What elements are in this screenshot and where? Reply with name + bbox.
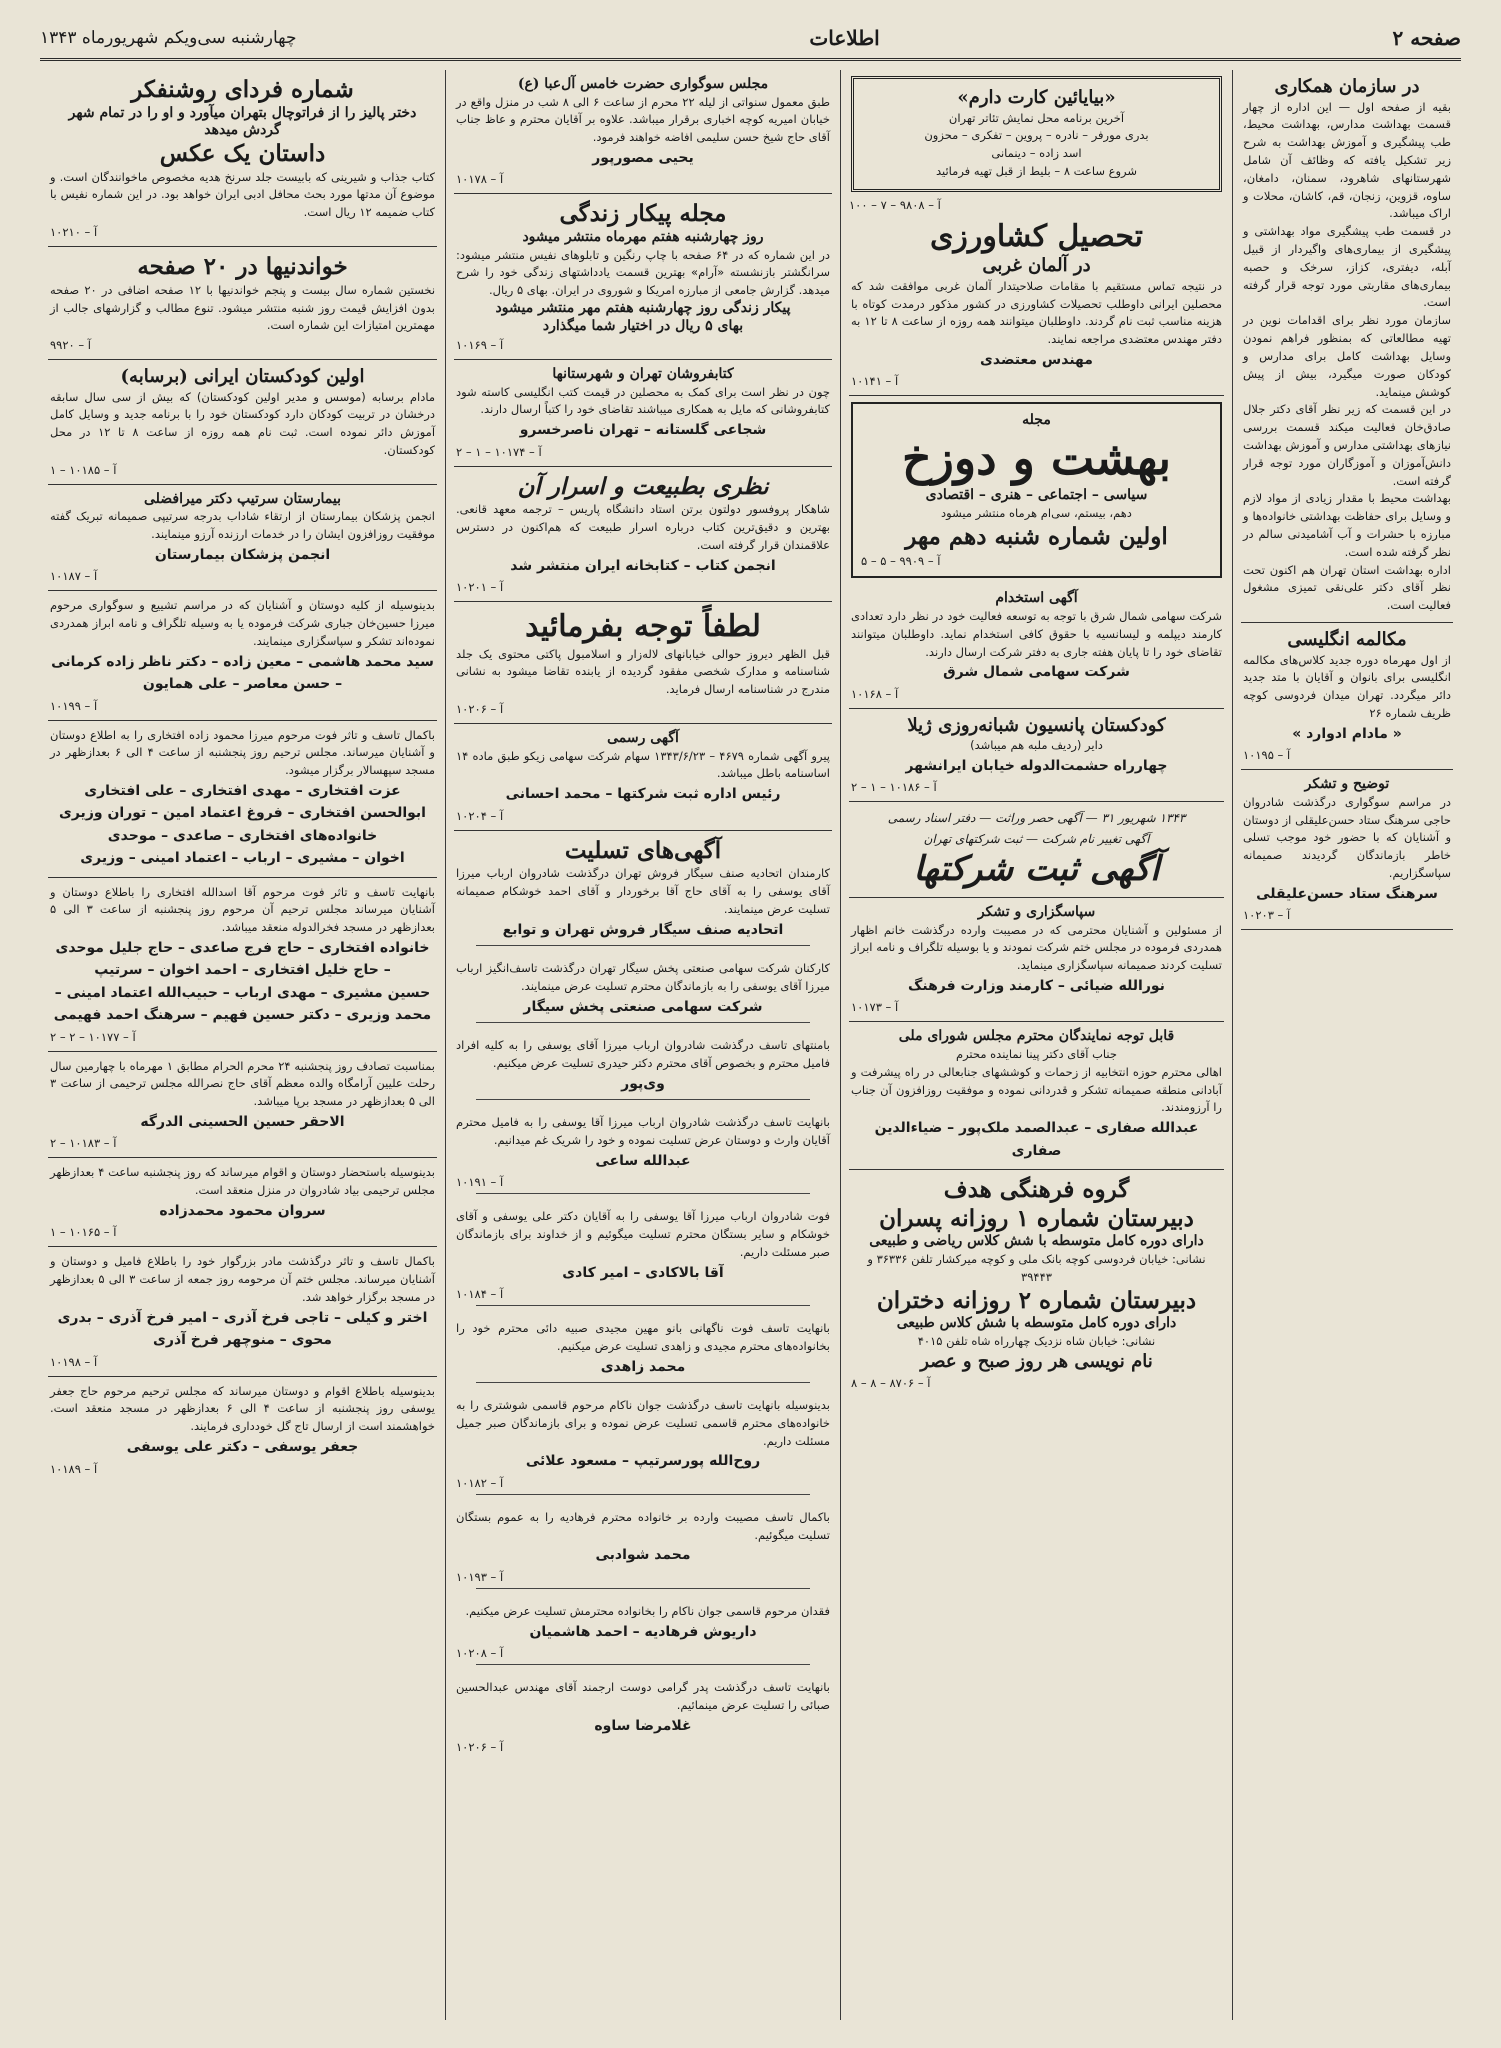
gratitude-name: نورالله ضیائی – کارمند وزارت فرهنگ bbox=[908, 978, 1165, 994]
paper-name: اطلاعات bbox=[809, 26, 880, 50]
memorial-3-names-1: خانواده افتخاری – حاج فرج صاعدی – حاج جلیل موحدی – حاج خلیل افتخاری – احمد اخوان – سرتیپ bbox=[55, 940, 430, 979]
memorial-6-code: آ – ۱۰۱۹۸ bbox=[50, 1354, 98, 1369]
parliament-title: قابل توجه نمایندگان محترم مجلس شورای ملی bbox=[898, 1028, 1175, 1045]
masthead bbox=[40, 18, 1461, 61]
memorial-2-names-1: عزت افتخاری – مهدی افتخاری – علی افتخاری bbox=[84, 783, 401, 800]
coop-title: در سازمان همکاری bbox=[1274, 76, 1420, 97]
barsabeh-code: آ – ۱۰۱۸۵ – ۱ bbox=[50, 462, 117, 477]
paykar-code: آ – ۱۰۱۶۹ bbox=[456, 338, 504, 353]
memorial-3 bbox=[48, 878, 437, 1052]
memorial-5-code: آ – ۱۰۱۶۵ – ۱ bbox=[50, 1225, 117, 1240]
condolence-title: آگهی‌های تسلیت bbox=[564, 836, 722, 864]
condolence-body-7: بدینوسیله بانهایت تاسف درگذشت جوان ناکام مرحوم قاسمی شوشتری را به خانواده‌های محترم قاسمی تسلیت عرض نموده و برای بازماندگان صبر جمیل مسئلت داریم. bbox=[456, 1398, 830, 1448]
memorial-3-names-2: حسین مشیری – مهدی ارباب – حبیب‌الله اعتماد امینی – محمد وزیری – دکتر حسین فهیم – سرهنگ احمد فهیمی bbox=[53, 984, 432, 1024]
school-girls-address: نشانی: خیابان شاه نزدیک چهارراه شاه تلفن ۴۰۱۵ bbox=[917, 1333, 1156, 1348]
condolence-name-4: عبدالله ساعی bbox=[595, 1152, 691, 1169]
condolence-code-7: آ – ۱۰۱۸۲ bbox=[456, 1475, 504, 1490]
official-body: پیرو آگهی شماره ۴۶۷۹ – ۱۳۴۳/۶/۲۳ سهام شرکت سهامی زیکو طبق ماده ۱۴ اساسنامه باطل میباشد. bbox=[456, 748, 831, 781]
readers-body: نخستین شماره سال بیست و پنجم خواندنیها با ۱۲ صفحه اضافی در ۲۰ صفحه بدون افزایش قیمت روز شنبه منتشر میشود. تنوع مطالب و گزارشهای جالب از مهمترین امتیازات این شماره است. bbox=[50, 282, 436, 333]
gratitude-body: از مسئولین و آشنایان محترمی که در مصیبت وارده درگذشت خانم اظهار همدردی فرموده در مجلس ختم شرکت نمودند و یا بوسیله تلگراف و نامه ابراز تسلیت کردند صمیمانه سپاسگزاری مینماید. bbox=[851, 922, 1222, 973]
paykar-body: در این شماره که در ۶۴ صفحه با چاپ رنگین و تابلوهای نفیس منتشر میشود: سرانگشتر بازنشسته «آرام» بهترین قسمت یادداشتهای زندگی خود را شرح میدهد. گزارش جامعی از مبارزه امریکا و شوروی در ایران. بهای ۵ ریال. bbox=[456, 247, 831, 298]
condolence-org-1: اتحادیه صنف سیگار فروش تهران و توابع bbox=[502, 921, 784, 938]
theater-line-2: بدری مورفر – نادره – پروین – تفکری – محزون bbox=[924, 128, 1149, 143]
condolence-body-3: بامنتهای تاسف درگذشت شادروان ارباب میرزا آقای یوسفی را به کلیه افراد فامیل محترم و بخصوص آقای محترم دکتر حیدری تسلیت عرض میکنیم. bbox=[456, 1038, 830, 1070]
coop-body-1: بقیه از صفحه اول — این اداره از چهار قسمت بهداشت مدارس، بهداشت محیط، طب پیشگیری و آموزش بهداشت به شرح زیر تشکیل یافته که وظائف آن شامل شهرستانهای شاهرود، سمنان، دامغان، ساوه، قزوین، زنجان، قم، کاشان، محلات و اراک میباشد. bbox=[1243, 99, 1451, 221]
parliament-body: اهالی محترم حوزه انتخابیه از زحمات و کوششهای جنابعالی در راه پیشرفت و آبادانی منطقه صمیمانه تشکر و قدردانی نموده و موفقیت روزافزون آن جناب را آرزومندند. bbox=[851, 1064, 1222, 1115]
coop-body-6: اداره بهداشت استان تهران هم اکنون تحت نظر آقای دکتر علی‌نقی تمیزی مشغول فعالیت است. bbox=[1243, 562, 1451, 613]
theater-line-1: آخرین برنامه محل نمایش تئاتر تهران bbox=[948, 110, 1125, 125]
condolence-name-8: محمد شوادبی bbox=[595, 1547, 691, 1564]
english-ad bbox=[1241, 623, 1453, 770]
script-line-1: ۱۳۴۳ شهریور ۳۱ — آگهی حصر وراثت — دفتر اسناد رسمی bbox=[887, 811, 1186, 826]
memorial-3-code: آ – ۱۰۱۷۷ – ۲ – ۲ bbox=[50, 1029, 136, 1044]
gratitude-title: سپاسگزاری و تشکر bbox=[977, 904, 1096, 921]
hospital-code: آ – ۱۰۱۸۷ bbox=[50, 569, 98, 584]
school-girls-sub: دارای دوره کامل متوسطه با شش کلاس طبیعی bbox=[896, 1315, 1177, 1332]
memorial-4-body: بمناسبت تصادف روز پنجشنبه ۲۴ محرم الحرام مطابق ۱ مهرماه با چهارمین سال رحلت علیین آرامگاه والده معظم آقای حاج نصرالله مجلس ترحیمی از ساعت ۳ الی ۵ بعدازظهر در مسجد برپا میباشد. bbox=[50, 1058, 435, 1109]
memorial-6 bbox=[48, 1247, 437, 1376]
books-name: شجاعی گلستانه – تهران ناصرخسرو bbox=[519, 422, 767, 439]
memorial-5-body: بدینوسیله باستحضار دوستان و اقوام میرساند که روز پنجشنبه ساعت ۴ بعدازظهر مجلس ترحیمی بیاد شادروان در منزل منعقد است. bbox=[50, 1165, 435, 1198]
school-registration: نام نویسی هر روز صبح و عصر bbox=[920, 1350, 1153, 1372]
magazine-line-2: دهم، بیستم، سی‌ام هرماه منتشر میشود bbox=[941, 505, 1132, 520]
nature-code: آ – ۱۰۲۰۱ bbox=[456, 580, 504, 595]
theater-title: «بیایائین کارت دارم» bbox=[957, 87, 1116, 108]
condolence-section bbox=[454, 831, 832, 1762]
hire-body: شرکت سهامی شمال شرق با توجه به توسعه فعالیت خود در نظر دارد تعدادی کارمند دیپلمه و لیسانسیه با حقوق کافی استخدام نماید. داوطلبان میتوانند تقاضای خود را تا پایان هفته جاری به دفتر شرکت ارسال دارند. bbox=[851, 608, 1222, 659]
memorial-4 bbox=[48, 1052, 437, 1159]
magazine-code: آ – ۹۹۰۹ – ۵ – ۵ bbox=[861, 554, 941, 569]
divider bbox=[476, 1494, 810, 1505]
kinder-zhila-code: آ – ۱۰۱۸۶ – ۱ – ۲ bbox=[851, 780, 937, 795]
readers-title: خواندنیها در ۲۰ صفحه bbox=[137, 252, 348, 280]
thanks-title: توضیح و تشکر bbox=[1304, 776, 1390, 793]
hire-title: آگهی استخدام bbox=[995, 590, 1078, 607]
paykar-title: مجله پیکار زندگی bbox=[559, 200, 727, 228]
memorial-5-name: سروان محمود محمدزاده bbox=[159, 1203, 326, 1220]
condolence-body-1: کارمندان اتحادیه صنف سیگار فروش تهران درگذشت شادروان ارباب میرزا آقای یوسفی را به آقای حاج آقا برخوردار و آقای احمد خوشکام صمیمانه تسلیت عرض مینمایند. bbox=[456, 866, 830, 916]
roshanfekr-sub: دختر پالیز را از فراتوچال بتهران میآورد و او را در تمام شهر گردش میدهد bbox=[68, 104, 417, 139]
books-ad bbox=[454, 360, 832, 467]
kinder-zhila-ad bbox=[849, 709, 1224, 803]
page-number: صفحه ۲ bbox=[1392, 26, 1461, 50]
divider bbox=[476, 945, 810, 956]
agri-subtitle: در آلمان غربی bbox=[982, 255, 1091, 277]
english-name: « مادام ادوارد » bbox=[1292, 725, 1402, 742]
theater-line-4: شروع ساعت ۸ – بلیط از قبل تهیه فرمائید bbox=[935, 163, 1138, 178]
official-code: آ – ۱۰۲۰۴ bbox=[456, 808, 504, 823]
memorial-2 bbox=[48, 721, 437, 878]
hire-ad bbox=[849, 584, 1224, 708]
hire-sign: شرکت سهامی شمال شرق bbox=[943, 664, 1130, 681]
paykar-ad bbox=[454, 194, 832, 360]
condolence-body-9: فقدان مرحوم قاسمی جوان ناکام را بخانواده محترمش تسلیت عرض میکنیم. bbox=[465, 1603, 830, 1618]
books-body: چون در نظر است برای کمک به محصلین در قیمت کتب انگلیسی کاسته شود کتابفروشانی که مایل به همکاری میباشند تقاضای خود را کتباً ارسال دارند. bbox=[456, 384, 830, 417]
agri-title: تحصیل کشاورزی bbox=[929, 218, 1144, 254]
roshanfekr-code: آ – ۱۰۲۱۰ bbox=[50, 224, 98, 239]
nature-publisher: انجمن کتاب – کتابخانه ایران منتشر شد bbox=[510, 557, 776, 574]
memorial-4-code: آ – ۱۰۱۸۳ – ۲ bbox=[50, 1136, 117, 1151]
magazine-ad bbox=[851, 402, 1222, 578]
barsabeh-body: مادام برسابه (موسس و مدیر اولین کودکستان) که بیش از سی سال سابقه درخشان در تربیت کودکان دارد کودکستان خود را با برنامه جدید و وسایل کامل آموزش دائر نموده است. ثبت نام همه روزه از ساعت ۸ تا ۱۲ در محل کودکستان. bbox=[50, 389, 436, 458]
kinder-zhila-line-1: دایر (ردیف ملبه هم میباشد) bbox=[970, 738, 1103, 753]
thanks-ad bbox=[1241, 770, 1453, 930]
agri-ad bbox=[849, 212, 1224, 397]
parliament-subtitle: جناب آقای دکتر پینا نماینده محترم bbox=[955, 1046, 1118, 1061]
school-boys: دبیرستان شماره ۱ روزانه پسران bbox=[879, 1204, 1194, 1232]
magazine-title: بهشت و دوزخ bbox=[901, 430, 1172, 485]
hospital-ad bbox=[48, 485, 437, 592]
attention-title: لطفاً توجه بفرمائید bbox=[525, 609, 761, 645]
official-ad bbox=[454, 724, 832, 831]
memorial-6-names: اختر و کیلی – تاجی فرخ آذری – امیر فرخ آذری – بدری محوی – منوچهر فرخ آذری bbox=[57, 1309, 428, 1349]
column-3 bbox=[445, 70, 840, 2020]
parliament-names: عبدالله صفاری – عبدالصمد ملک‌پور – ضیاءالدین صفاری bbox=[874, 1120, 1199, 1159]
readers-code: آ – ۹۹۲۰ bbox=[50, 338, 91, 353]
roshanfekr-title: شماره فردای روشنفکر bbox=[131, 76, 354, 103]
divider bbox=[476, 1588, 810, 1599]
memorial-1-code: آ – ۱۰۱۹۹ bbox=[50, 698, 98, 713]
condolence-name-3: وی‌پور bbox=[621, 1075, 665, 1092]
hospital-body: انجمن پزشکان بیمارستان از ارتقاء شاداب بدرجه سرتیپی صمیمانه تبریک گفته موفقیت روزافزون ایشان را در خدمات ارزنده آرزو مینمایند. bbox=[50, 509, 435, 542]
column-1 bbox=[1232, 70, 1461, 2020]
hire-code: آ – ۱۰۱۶۸ bbox=[851, 686, 899, 701]
school-boys-sub: دارای دوره کامل متوسطه با شش کلاس ریاضی و طبیعی bbox=[869, 1233, 1204, 1250]
divider bbox=[476, 1193, 810, 1204]
kinder-zhila-line-2: چهارراه حشمت‌الدوله خیابان ایرانشهر bbox=[905, 758, 1168, 775]
condolence-body-2: کارکنان شرکت سهامی صنعتی پخش سیگار تهران درگذشت تاسف‌انگیز ارباب میرزا آقای یوسفی را به بازماندگان محترم تسلیت عرض مینمایند. bbox=[456, 961, 830, 993]
nature-body: شاهکار پروفسور دولتون برتن استاد دانشگاه پاریس – ترجمه معهد قانعی. بهترین و دقیق‌ترین کتاب درباره اسرار طبیعت که هم‌اکنون در دسترس علاقمندان قرار گرفته است. bbox=[456, 502, 830, 552]
agri-body: در نتیجه تماس مستقیم با مقامات صلاحیتدار آلمان غربی موافقت شد که محصلین ایرانی داوطلب تحصیلات کشاورزی در کشور مذکور درمدت کوتاه با هزینه مناسب ثبت نام گردند. داوطلبان میتوانند همه روزه از ساعت ۸ تا ۱۲ به دفتر مهندس معتضدی مراجعه نمایند. bbox=[851, 278, 1222, 347]
books-title: کتابفروشان تهران و شهرستانها bbox=[552, 366, 734, 383]
condolence-code-4: آ – ۱۰۱۹۱ bbox=[456, 1175, 504, 1190]
barsabeh-ad bbox=[48, 360, 437, 485]
memorial-7 bbox=[48, 1377, 437, 1483]
condolence-name-10: غلامرضا ساوه bbox=[594, 1717, 692, 1734]
condolence-body-8: باکمال تاسف مصیبت وارده بر خانواده محترم فرهادیه را به عموم بستگان تسلیت میگوئیم. bbox=[456, 1509, 830, 1542]
issue-date: چهارشنبه سی‌ویکم شهریورماه ۱۳۴۳ bbox=[40, 28, 297, 48]
memorial-2-names-2: ابوالحسن افتخاری – فروغ اعتماد امین – توران وزیری bbox=[59, 805, 426, 822]
script-title: آگهی ثبت شرکتها bbox=[913, 849, 1160, 890]
memorial-1-body: بدینوسیله از کلیه دوستان و آشنایان که در مراسم تشییع و سوگواری مرحوم میرزا حسین‌خان جباری شرکت فرموده یا به وسیله تلگراف و نامه ابراز همدردی نموده‌اند تشکر و سپاسگزاری مینمایند. bbox=[50, 598, 435, 649]
memorial-1-names: سید محمد هاشمی – معین زاده – دکتر ناظر زاده کرمانی – حسن معاصر – علی همایون bbox=[51, 653, 434, 693]
condolence-code-8: آ – ۱۰۱۹۳ bbox=[456, 1569, 504, 1584]
school-group: گروه فرهنگی هدف bbox=[943, 1175, 1130, 1203]
agri-code: آ – ۱۰۱۴۱ bbox=[851, 374, 899, 389]
divider bbox=[476, 1664, 810, 1675]
attention-ad bbox=[454, 602, 832, 724]
memorial-7-names: جعفر یوسفی – دکتر علی یوسفی bbox=[126, 1439, 359, 1456]
memorial-3-body: بانهایت تاسف و تاثر فوت مرحوم آقا اسدالله افتخاری را باطلاع دوستان و آشنایان میرساند مجلس ترحیم آن مرحوم روز پنجشنبه از ساعت ۳ الی ۵ بعدازظهر در مسجد فخرالدوله منعقد میباشد. bbox=[50, 884, 435, 935]
condolence-body-6: بانهایت تاسف فوت ناگهانی بانو مهین مجیدی صبیه دائی محترم خود را بخانواده‌های محترم مجیدی و زاهدی تسلیت عرض میکنیم. bbox=[456, 1321, 830, 1353]
condolence-body-4: بانهایت تاسف درگذشت شادروان ارباب میرزا آقا یوسفی را به فامیل محترم آقایان وارث و دوستان عرض تسلیت نموده و خود را شریک غم میدانیم. bbox=[456, 1115, 830, 1147]
readers-ad bbox=[48, 247, 437, 360]
memorial-2-names-4: اخوان – مشیری – ارباب – اعتماد امینی – وزیری bbox=[80, 850, 405, 867]
column-2 bbox=[840, 70, 1232, 2020]
school-ad bbox=[849, 1170, 1224, 1397]
condolence-body-10: بانهایت تاسف درگذشت پدر گرامی دوست ارجمند آقای مهندس عبدالحسین صبائی را تسلیت عرض مینمائیم. bbox=[456, 1680, 830, 1712]
condolence-body-5: فوت شادروان ارباب میرزا آقا یوسفی را به آقایان دکتر علی یوسفی و آقای خوشکام و سایر بستگان محترم تسلیت میگوئیم و از خداوند برای بازماندگان صبر مسئلت داریم. bbox=[456, 1209, 830, 1259]
coop-body-4: در این قسمت که زیر نظر آقای دکتر جلال صادق‌خان فعالیت میکند قسمت بررسی نیازهای بهداشتی مدارس و آموزش بهداشت دانش‌آموزان و آموزگاران مورد توجه قرار گرفته است. bbox=[1243, 402, 1451, 488]
condolence-org-2: شرکت سهامی صنعتی پخش سیگار bbox=[523, 998, 763, 1015]
english-title: مکالمه انگلیسی bbox=[1287, 629, 1407, 651]
condolence-name-7: روح‌الله پورسرتیپ – مسعود علائی bbox=[525, 1453, 761, 1470]
books-code: آ – ۱۰۱۷۴ – ۱ – ۲ bbox=[456, 444, 542, 459]
mourning-code: آ – ۱۰۱۷۸ bbox=[456, 172, 504, 187]
memorial-1 bbox=[48, 591, 437, 720]
coop-article bbox=[1241, 70, 1453, 623]
script-line-2: آگهی تغییر نام شرکت — ثبت شرکتهای تهران bbox=[923, 831, 1150, 846]
script-notice bbox=[849, 802, 1224, 898]
nature-book-ad bbox=[454, 467, 832, 603]
paykar-sub-2: پیکار زندگی روز چهارشنبه هفتم مهر منتشر میشود bbox=[495, 300, 791, 317]
divider bbox=[476, 1022, 810, 1033]
school-girls: دبیرستان شماره ۲ روزانه دختران bbox=[876, 1286, 1197, 1314]
english-body: از اول مهرماه دوره جدید کلاس‌های مکالمه انگلیسی برای بانوان و آقایان با متد جدید دائر میگردد. تهران میدان فردوسی کوچه ظریف شماره ۲۶ bbox=[1243, 652, 1451, 720]
hospital-sign: انجمن پزشکان بیمارستان bbox=[154, 547, 331, 563]
hospital-title: بیمارستان سرتیپ دکتر میرافضلی bbox=[143, 490, 341, 507]
thanks-body: در مراسم سوگواری درگذشت شادروان حاجی سرهنگ ستاد حسن‌علیقلی از دوستان و آشنایان که با حضور خود موجب تسلی خاطر بازماندگان گردیدند صمیمانه سپاسگزاریم. bbox=[1243, 794, 1451, 880]
memorial-7-code: آ – ۱۰۱۸۹ bbox=[50, 1461, 98, 1476]
barsabeh-title: اولین کودکستان ایرانی (برسابه) bbox=[120, 366, 365, 388]
memorial-2-body: باکمال تاسف و تاثر فوت مرحوم میرزا محمود زاده افتخاری را به اطلاع دوستان و آشنایان میرساند. مجلس ترحیم روز پنجشنبه از ساعت ۴ الی ۶ بعدازظهر در مسجد سپهسالار برگزار میشود. bbox=[50, 727, 435, 778]
coop-body-3: سازمان مورد نظر برای اقدامات نوین در تهیه مطالعاتی که بمنظور فراهم نمودن وسایل بهداشت کامل برای مدارس و کودکان صورت میگیرد، بیش از پیش کوشش مینماید. bbox=[1243, 313, 1451, 399]
coop-body-2: در قسمت طب پیشگیری مواد بهداشتی و پیشگیری از بیماری‌های واگیردار از قبیل آبله، دیفتری، کزاز، سرخک و حصبه بیماری‌های مقاربتی مورد توجه قرار گرفته است. bbox=[1243, 224, 1451, 310]
paykar-sub-3: بهای ۵ ریال در اختیار شما میگذارد bbox=[542, 317, 744, 334]
kinder-zhila-title: کودکستان پانسیون شبانه‌روزی ژیلا bbox=[907, 714, 1166, 736]
magazine-label: مجله bbox=[1022, 412, 1051, 429]
condolence-code-9: آ – ۱۰۲۰۸ bbox=[456, 1646, 504, 1661]
school-code: آ – ۸۷۰۶ – ۸ – ۸ bbox=[851, 1376, 931, 1391]
attention-code: آ – ۱۰۲۰۶ bbox=[456, 702, 504, 717]
mourning-title: مجلس سوگواری حضرت خامس آل‌عبا (ع) bbox=[517, 76, 769, 92]
english-code: آ – ۱۰۱۹۵ bbox=[1243, 748, 1291, 763]
divider bbox=[476, 1305, 810, 1316]
divider bbox=[476, 1099, 810, 1110]
thanks-name: سرهنگ ستاد حسن‌علیقلی bbox=[1256, 885, 1438, 902]
roshanfekr-story: داستان یک عکس bbox=[159, 139, 326, 167]
gratitude-ad bbox=[849, 898, 1224, 1022]
nature-title: نظری بطبیعت و اسرار آن bbox=[517, 472, 769, 500]
memorial-5 bbox=[48, 1158, 437, 1247]
divider bbox=[476, 1382, 810, 1393]
condolence-code-10: آ – ۱۰۲۰۶ bbox=[456, 1740, 504, 1755]
attention-body: قبل الظهر دیروز حوالی خیابانهای لاله‌زار و اسلامبول پاکتی محتوی یک جلد شناسنامه و مدارک شخصی مفقود گردیده از یابنده تقاضا میشود به نشانی مندرج در شناسنامه ارسال فرماید. bbox=[456, 646, 830, 697]
column-4 bbox=[40, 70, 445, 2020]
official-sign: رئیس اداره ثبت شرکتها – محمد احسانی bbox=[505, 786, 781, 803]
magazine-line-3: اولین شماره شنبه دهم مهر bbox=[905, 522, 1168, 550]
gratitude-code: آ – ۱۰۱۷۳ bbox=[851, 1000, 899, 1015]
condolence-name-9: داریوش فرهادیه – احمد هاشمیان bbox=[529, 1623, 757, 1640]
school-boys-address: نشانی: خیابان فردوسی کوچه بانک ملی و کوچه میرکشار تلفن ۳۶۳۳۶ و ۳۹۴۴۳ bbox=[867, 1251, 1206, 1284]
magazine-line-1: سیاسی – اجتماعی – هنری – اقتصادی bbox=[925, 487, 1148, 504]
parliament-ad bbox=[849, 1022, 1224, 1170]
mourning-ad bbox=[454, 70, 832, 194]
roshanfekr-ad bbox=[48, 70, 437, 247]
memorial-7-body: بدینوسیله باطلاع اقوام و دوستان میرساند که مجلس ترحیم مرحوم حاج جعفر یوسفی روز پنجشنبه از ساعت ۴ الی ۶ بعدازظهر در مسجد منعقد است. خواهشمند است از ارسال تاج گل خودداری فرمایند. bbox=[50, 1383, 435, 1434]
memorial-2-names-3: خانواده‌های افتخاری – صاعدی – موحدی bbox=[107, 827, 378, 844]
mourning-body: طبق معمول سنواتی از لیله ۲۲ محرم از ساعت ۶ الی ۸ شب در منزل واقع در خیابان امیریه کوچه اخباری برقرار میباشد. علاوه بر آقایان محترم و عاظ جناب آقای حاج شیخ حسن سلیمی افاضه خواهند فرمود. bbox=[456, 94, 830, 145]
paykar-subtitle: روز چهارشنبه هفتم مهرماه منتشر میشود bbox=[522, 229, 764, 246]
official-title: آگهی رسمی bbox=[607, 730, 679, 747]
condolence-name-6: محمد زاهدی bbox=[600, 1358, 686, 1375]
theater-code: آ – ۹۸۰۸ – ۷ – ۱۰۰ bbox=[849, 197, 941, 212]
theater-line-3: اسد زاده – دینمانی bbox=[991, 146, 1082, 161]
memorial-6-body: باکمال تاسف و تاثر درگذشت مادر بزرگوار خود را باطلاع فامیل و دوستان و آشنایان میرساند. مجلس ختم آن مرحومه روز جمعه از ساعت ۳ الی ۵ بعدازظهر در مسجد برگزار خواهد شد. bbox=[50, 1254, 435, 1305]
memorial-4-name: الاحقر حسین الحسینی الدرگه bbox=[140, 1114, 345, 1131]
condolence-name-5: آقا بالاکادی – امیر کادی bbox=[562, 1264, 724, 1281]
roshanfekr-body: کتاب جذاب و شیرینی که بابیست جلد سرنخ هدیه مخصوص ماخوانندگان است. و موضوع آن مدتها مورد بحث محافل ادبی ایران خواهد بود. در این شماره نفیس با کتاب ضمیمه ۱۲ ریال است. bbox=[50, 169, 435, 220]
theater-ad bbox=[851, 76, 1222, 192]
condolence-code-5: آ – ۱۰۱۸۴ bbox=[456, 1287, 504, 1302]
thanks-code: آ – ۱۰۲۰۳ bbox=[1243, 908, 1291, 923]
coop-body-5: بهداشت محیط با مقدار زیادی از مواد لازم و وسایل برای حفاظت بهداشتی خانواده‌ها و مبارزه با حشرات و آب آشامیدنی سالم در نظر گرفته شده است. bbox=[1243, 491, 1451, 559]
mourning-name: یحیی مصورپور bbox=[592, 149, 694, 166]
agri-name: مهندس معتضدی bbox=[980, 352, 1093, 368]
